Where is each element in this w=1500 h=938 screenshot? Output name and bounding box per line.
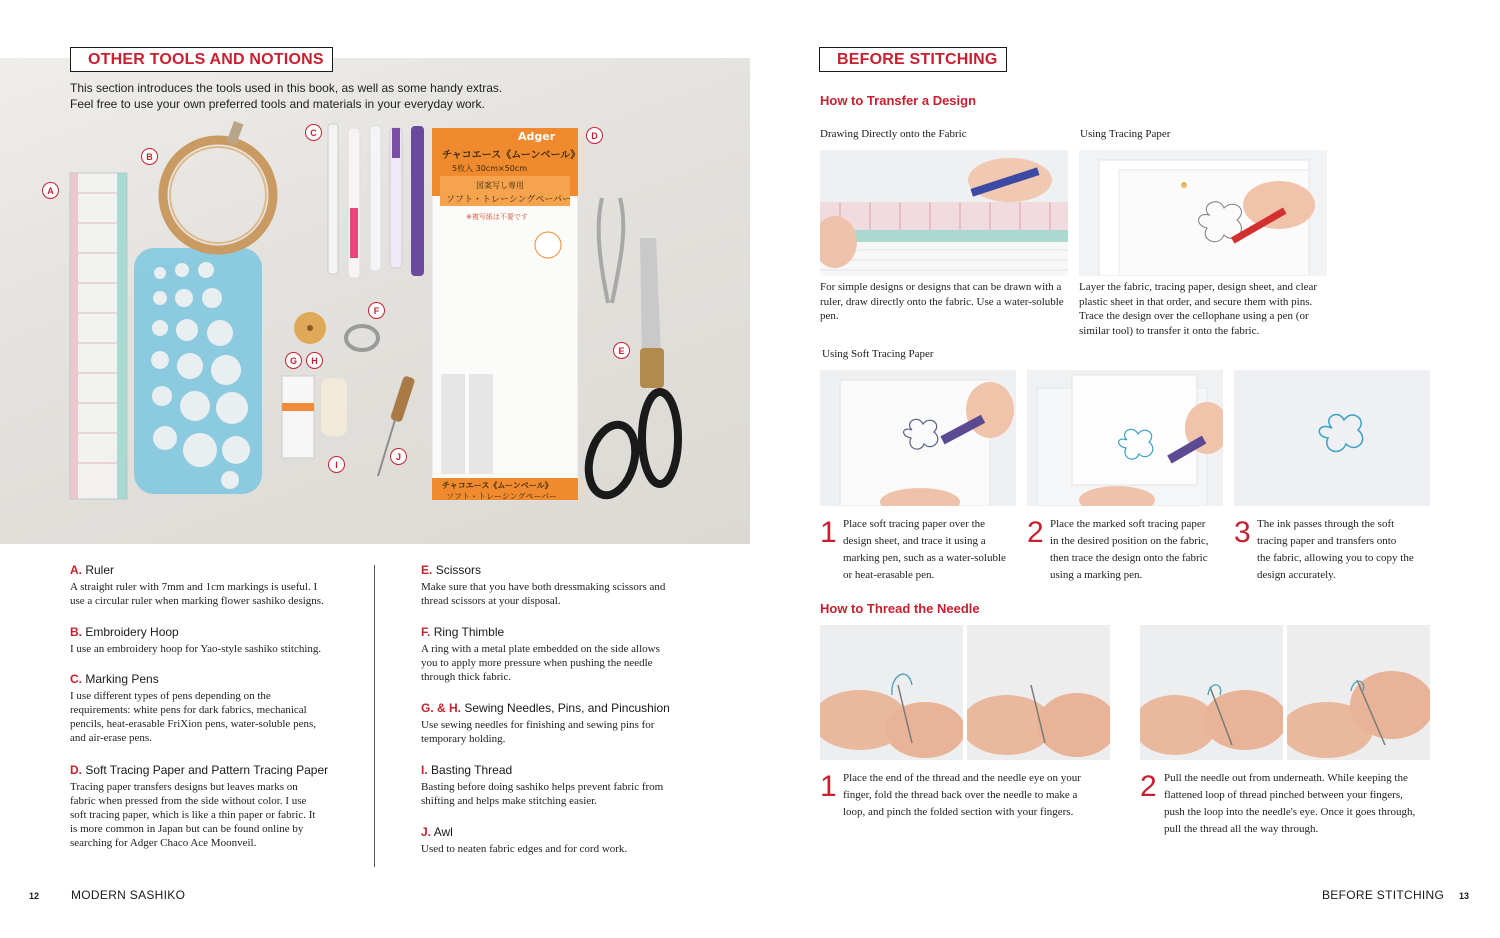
text-line: similar tool) to transfer it onto the fabric. [1079,324,1260,337]
fingers-thread-icon [820,625,963,760]
tool-letter: J. [421,825,432,839]
needle-eye-icon [1287,625,1430,760]
photo-thread-2b [1287,625,1430,760]
dressmaking-scissors-icon [581,238,678,500]
step-number-3: 3 [1234,516,1251,549]
tool-desc-line: Basting before doing sashiko helps prevent fabric from [421,781,664,793]
tool-item-needles-pins [421,701,711,746]
tool-letter: G. & H. [421,701,462,715]
text-line: the fabric, allowing you to copy the [1257,552,1414,564]
tool-desc-line: searching for Adger Chaco Ace Moonveil. [70,837,257,849]
tool-desc-line: A ring with a metal plate embedded on the side allows [421,643,660,655]
text-line: ruler, draw directly onto the fabric. Use a water-soluble [820,295,1064,308]
caption-tracing: Using Tracing Paper [1080,128,1171,140]
text-line: Layer the fabric, tracing paper, design sheet, and clear [1079,281,1318,293]
tool-desc-line: shifting and helps make stitching easier. [421,795,597,807]
photo-label-j: J [390,448,407,465]
soft-step-2-text [1050,516,1230,584]
tool-desc-line: Tracing paper transfers designs but leaves marks on [70,781,298,793]
tool-desc-line: Use sewing needles for finishing and sewing pins for [421,719,655,731]
photo-label-d: D [586,127,603,144]
photo-label-a: A [42,182,59,199]
text-line: marking pen, such as a water-soluble [843,552,1006,564]
package-size-jp: 5枚入 30cm×50cm [452,164,528,173]
tool-name: Sewing Needles, Pins, and Pincushion [464,701,670,715]
package-sub-jp: 図案写し専用 [476,181,524,190]
photo-label-b: B [141,148,158,165]
text-line: pull the thread all the way through. [1164,823,1319,835]
tool-letter: A. [70,563,82,577]
tool-item-basting-thread [421,763,696,808]
caption-soft-tracing: Using Soft Tracing Paper [822,348,934,360]
tool-name: Scissors [435,563,482,577]
tool-desc-line: requirements: white pens for dark fabrics, mechanical [70,704,307,716]
tracing-paper-layers-icon [1079,150,1327,276]
text-direct [820,280,1072,324]
tool-name: Basting Thread [431,763,513,777]
straight-ruler-icon [70,173,127,499]
column-divider [374,565,375,867]
tool-letter: C. [70,672,82,686]
pincushion-icon [294,312,326,344]
caption-direct: Drawing Directly onto the Fabric [820,128,967,140]
tool-name: Ruler [85,563,115,577]
soft-step-1-text [843,516,1023,584]
tool-item-marking-pens [70,672,345,745]
text-line: using a marking pen. [1050,569,1143,581]
text-tracing [1079,280,1331,338]
text-line: Place soft tracing paper over the [843,518,986,530]
package-note-jp: ※複写紙は不要です [466,213,528,221]
ring-thimble-icon [346,326,378,350]
tool-letter: B. [70,625,82,639]
fingers-loop-icon [1140,625,1283,760]
section-heading-before-stitching [819,47,1007,72]
hand-drawing-ruler-icon [820,150,1068,276]
photo-soft-step-2 [1027,370,1223,506]
text-line: flattened loop of thread pinched between your fingers, [1164,789,1403,801]
text-line: then trace the design onto the fabric [1050,552,1208,564]
text-line: Trace the design over the cellophane using a pen (or [1079,310,1309,322]
tool-name: Ring Thimble [433,625,505,639]
tool-name: Soft Tracing Paper and Pattern Tracing Paper [85,763,329,777]
tools-illustration [0,58,750,544]
photo-thread-1a [820,625,963,760]
soft-tracing-step-2-icon [1027,370,1223,506]
running-head-right: BEFORE STITCHING [1322,888,1445,902]
needle-pack-icon [282,376,314,458]
tool-name: Awl [433,825,453,839]
tool-item-tracing-paper [70,763,360,850]
package-title-jp: チャコエース《ムーンベール》 [442,150,581,161]
running-head-left: MODERN SASHIKO [71,888,186,902]
package-bottom-sub-jp: ソフト・トレーシングペーパー [446,492,558,501]
soft-step-3-text [1257,516,1437,584]
package-brand: Adger [518,130,556,143]
tool-item-awl [421,825,696,856]
marking-pens-icon [328,124,424,278]
page-number-right: 13 [1459,891,1470,901]
photo-thread-1b [967,625,1110,760]
text-line: tracing paper and transfers onto [1257,535,1397,547]
text-line: pen. [820,310,839,322]
tool-desc-line: through thick fabric. [421,671,512,683]
step-number-2: 2 [1027,516,1044,549]
intro-line-2: Feel free to use your own preferred tools and materials in your everyday work. [70,97,485,111]
tool-desc-line: thread scissors at your disposal. [421,595,561,607]
text-line: For simple designs or designs that can be drawn with a [820,281,1062,293]
basting-thread-icon [321,378,347,436]
package-main-jp: ソフト・トレーシングペーパー [446,195,571,205]
tool-desc-line: Make sure that you have both dressmaking scissors and [421,581,666,593]
text-line: Place the marked soft tracing paper [1050,518,1206,530]
photo-label-c: C [305,124,322,141]
tool-desc-line: fabric when pressed from the side without color. I use [70,795,307,807]
soft-tracing-step-3-icon [1234,370,1430,506]
photo-soft-step-1 [820,370,1016,506]
photo-label-g: G [285,352,302,369]
photo-soft-step-3 [1234,370,1430,506]
tool-desc-line: A straight ruler with 7mm and 1cm markings is useful. I [70,581,318,593]
tool-name: Embroidery Hoop [85,625,179,639]
text-line: The ink passes through the soft [1257,518,1395,530]
thread-step-2-text [1164,770,1464,838]
package-bottom-title-jp: チャコエース《ムーンベール》 [442,481,553,490]
tool-letter: F. [421,625,431,639]
intro-text [70,80,540,112]
subhead-transfer: How to Transfer a Design [820,93,977,108]
tool-item-ruler [70,563,345,608]
thread-scissors-icon [599,198,624,303]
tool-letter: I. [421,763,428,777]
photo-label-h: H [306,352,323,369]
text-line: design accurately. [1257,569,1336,581]
step-number-1: 1 [820,516,837,549]
tool-item-scissors [421,563,696,608]
text-line: push the loop into the needle's eye. Once it goes through, [1164,806,1416,818]
soft-tracing-step-1-icon [820,370,1016,506]
tool-desc-line: I use an embroidery hoop for Yao-style sashiko stitching. [70,643,322,655]
photo-label-i: I [328,456,345,473]
tool-desc-line: you to apply more pressure when pushing the needle [421,657,653,669]
thread-step-1-text [843,770,1133,821]
circle-template-icon [134,248,262,494]
text-line: Pull the needle out from underneath. While keeping the [1164,772,1408,784]
tool-desc-line: use a circular ruler when marking flower sashiko designs. [70,595,324,607]
fingers-pinch-icon [967,625,1110,760]
tool-item-ring-thimble [421,625,696,684]
text-line: loop, and pinch the folded section with your fingers. [843,806,1074,818]
section-heading-tools [70,47,333,72]
tool-letter: D. [70,763,82,777]
tool-letter: E. [421,563,433,577]
text-line: finger, fold the thread back over the needle to make a [843,789,1078,801]
text-line: plastic sheet in that order, and secure them with pins. [1079,295,1313,308]
subhead-thread-needle: How to Thread the Needle [820,601,980,616]
tool-desc-line: and air-erase pens. [70,732,152,744]
tool-desc-line: pencils, heat-erasable FriXion pens, water-soluble pens, [70,718,316,730]
tool-desc-line: is more common in Japan but can be found online by [70,823,304,835]
thread-step-number-1: 1 [820,770,837,803]
tool-item-embroidery-hoop [70,625,345,656]
photo-thread-2a [1140,625,1283,760]
section-heading-tools-text: OTHER TOOLS AND NOTIONS [88,50,324,68]
intro-line-1: This section introduces the tools used in this book, as well as some handy extras. [70,81,503,95]
tool-desc-line: I use different types of pens depending on the [70,690,271,702]
embroidery-hoop-icon [163,121,273,250]
thread-step-number-2: 2 [1140,770,1157,803]
tool-name: Marking Pens [85,672,159,686]
section-heading-before-stitching-text: BEFORE STITCHING [837,50,998,68]
text-line: Place the end of the thread and the needle eye on your [843,772,1081,784]
photo-label-e: E [613,342,630,359]
tool-desc-line: soft tracing paper, which is like a thin paper or fabric. It [70,809,316,821]
tool-desc-line: temporary holding. [421,733,506,745]
photo-drawing-direct [820,150,1068,276]
text-line: design sheet, and trace it using a [843,535,986,547]
tool-desc-line: Used to neaten fabric edges and for cord work. [421,843,628,855]
photo-label-f: F [368,302,385,319]
text-line: or heat-erasable pen. [843,569,935,581]
tools-photo [0,58,750,544]
text-line: in the desired position on the fabric, [1050,535,1209,547]
page-number-left: 12 [29,891,40,901]
photo-tracing-paper [1079,150,1327,276]
